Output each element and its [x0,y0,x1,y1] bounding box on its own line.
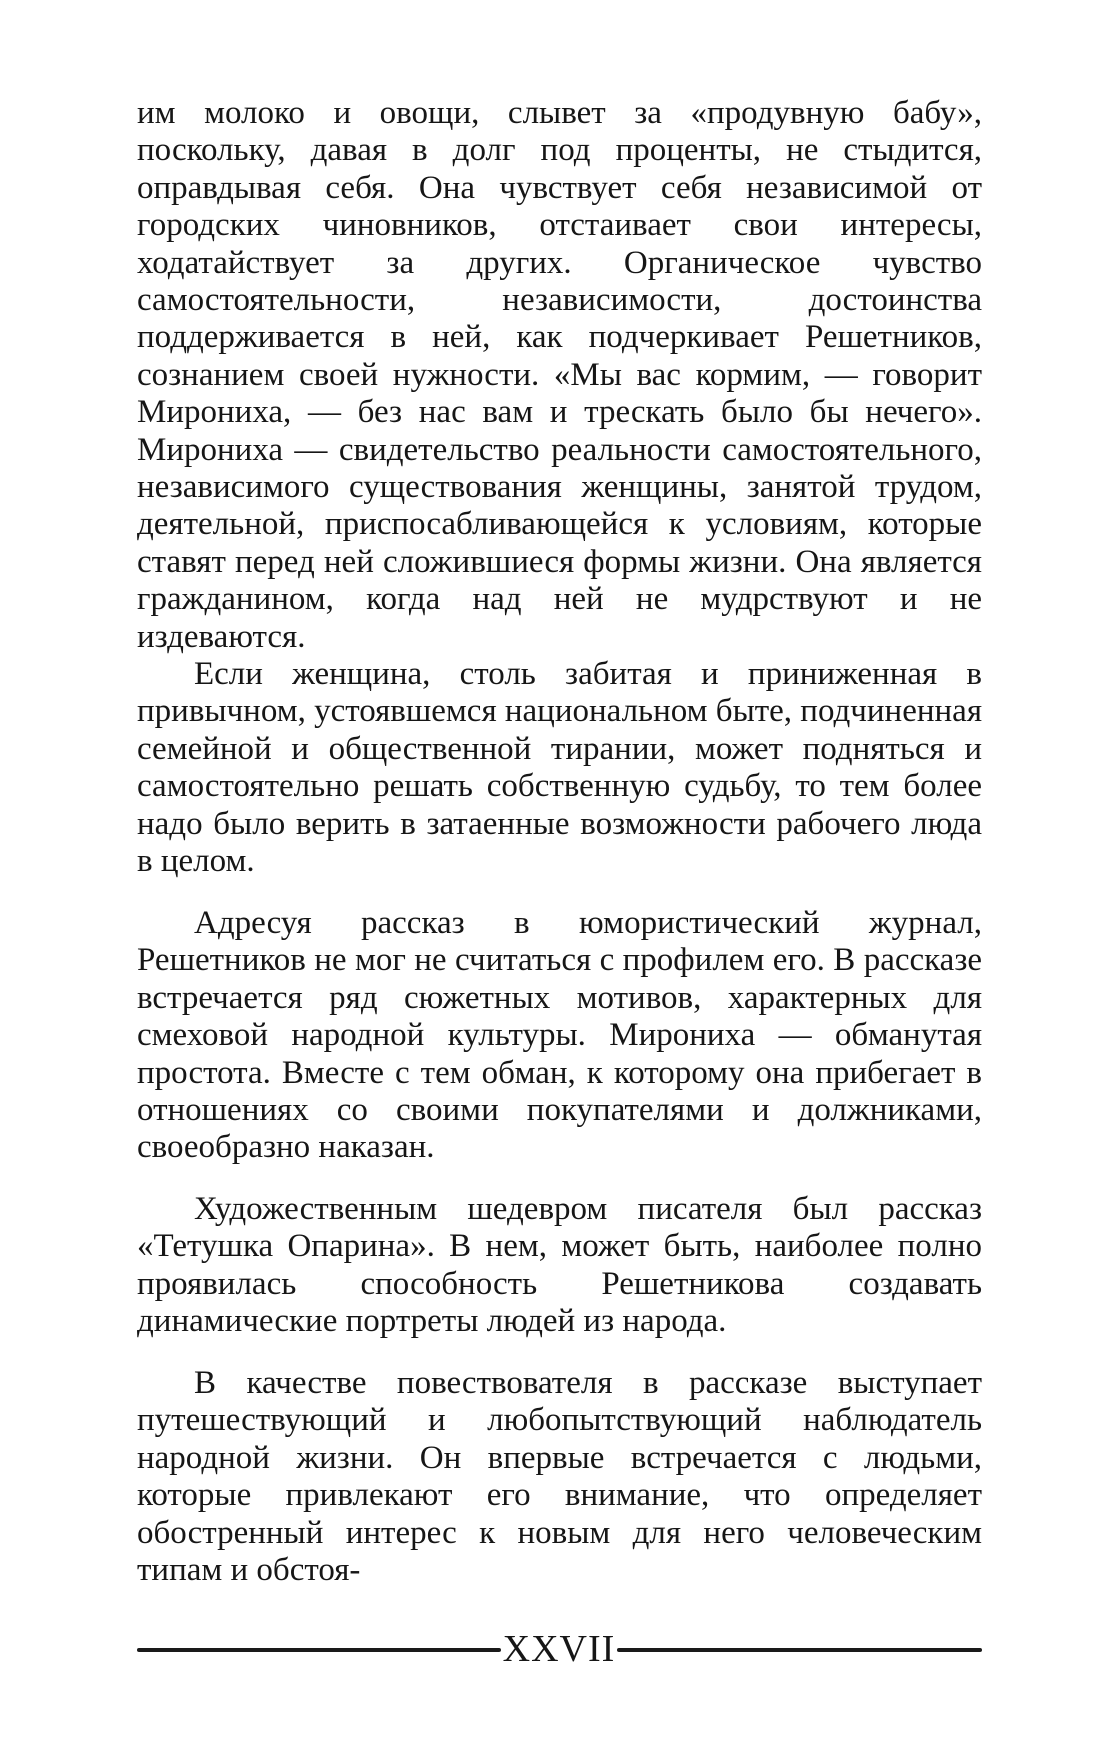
page-footer [137,1627,982,1671]
paragraph-1 [137,95,982,656]
footer-rule-right [617,1648,982,1652]
paragraph-5 [137,1365,982,1589]
paragraph-2 [137,656,982,880]
paragraph-1-text: им молоко и овощи, слывет за «продувную бабу», поскольку, давая в долг под проценты, не стыдится, оправдывая себя. Она чувствует себя независимой от городских чиновников, отстаивает свои интересы, ходатайствует за других. Органическое чувство самостоятельности, независимости, достоинства поддерживается в ней, как подчеркивает Решетников, сознанием своей нужности. «Мы вас кормим, — говорит Мирониха, — без нас вам и трескать было бы нечего». Мирониха — свидетельство реальности самостоятельного, независимого существования женщины, занятой трудом, деятельной, приспосабливающейся к условиям, которые ставят перед ней сложившиеся формы жизни. Она является гражданином, когда над ней не мудрствуют и не издеваются. [137,95,982,655]
paragraph-4-text: Художественным шедевром писателя был рассказ «Тетушка Опарина». В нем, может быть, наиболее полно проявилась способность Решетникова создавать динамические портреты людей из народа. [137,1191,982,1340]
paragraph-4 [137,1191,982,1341]
paragraph-5-text: В качестве повествователя в рассказе выступает путешествующий и любопытствующий наблюдатель народной жизни. Он впервые встречается с людьми, которые привлекают его внимание, что определяет обостренный интерес к новым для него человеческим типам и обстоя- [137,1365,982,1589]
paragraph-3-text: Адресуя рассказ в юмористический журнал, Решетников не мог не считаться с профилем его. В рассказе встречается ряд сюжетных мотивов, характерных для смеховой народной культуры. Мирониха — обманутая простота. Вместе с тем обман, к которому она прибегает в отношениях со своими покупателями и должниками, своеобразно наказан. [137,905,982,1166]
footer-rule-left [137,1648,501,1652]
paragraph-3 [137,905,982,1167]
paragraph-2-text: Если женщина, столь забитая и приниженная в привычном, устоявшемся национальном быте, подчиненная семейной и общественной тирании, может подняться и самостоятельно решать собственную судьбу, то тем более надо было верить в затаенные возможности рабочего люда в целом. [137,656,983,880]
page-number: XXVII [502,1628,616,1670]
